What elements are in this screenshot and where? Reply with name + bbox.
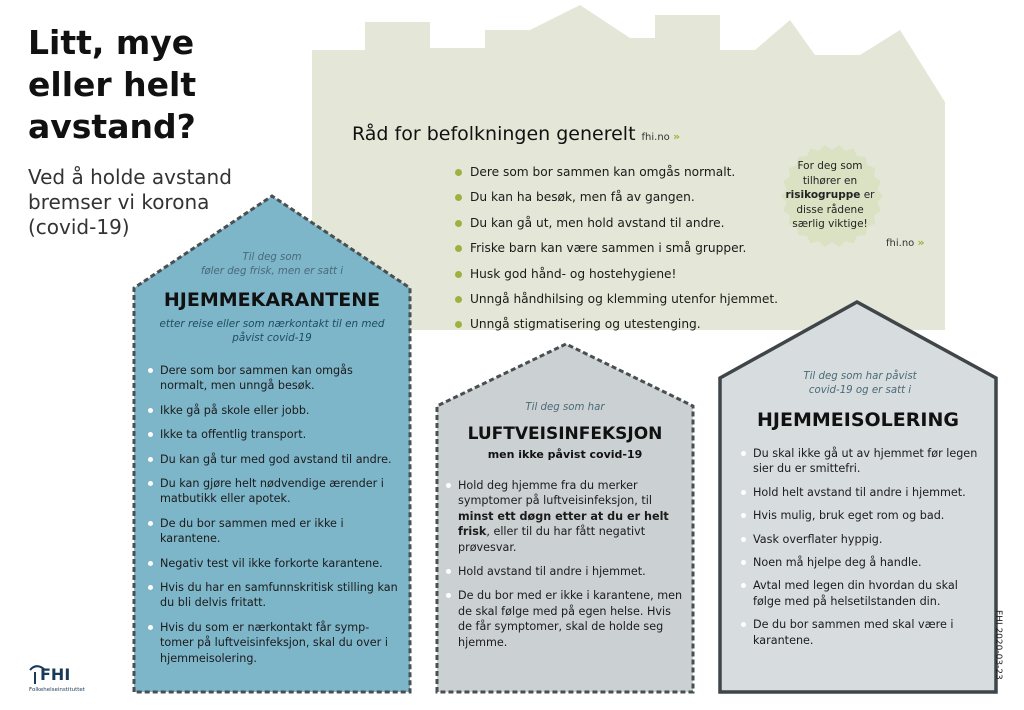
list-item: Hvis du som er nærkontakt får symp- tomer på luftveisinfeksjon, skal du over i hjemmeisolering.: [147, 620, 399, 666]
list-item: Du kan ha besøk, men få av gangen.: [455, 185, 785, 210]
list-item: Hold avstand til andre i hjemmet.: [445, 564, 687, 579]
fhi-logo-text: FHI: [40, 665, 71, 684]
list-item: Hvis du har en samfunnskritisk stilling kan du bli delvis fritatt.: [147, 580, 399, 611]
respiratory-list: [445, 478, 687, 650]
list-item: Avtal med legen din hvordan du skal følge med på helsetilstanden din.: [740, 578, 980, 609]
list-item: De du bor sammen med er ikke i karantene.: [147, 516, 399, 547]
risk-group-note: [780, 159, 880, 232]
general-advice-heading: [352, 123, 680, 145]
list-item: De du bor sammen med skal være i karantene.: [740, 617, 980, 648]
list-item: Negativ test vil ikke forkorte karantene.: [147, 556, 399, 571]
list-item: De du bor med er ikke i karantene, men de skal følge med på egen helse. Hvis de får symptomer, skal de holde seg hjemme.: [445, 588, 687, 650]
general-heading-text: Råd for befolkningen generelt: [352, 123, 636, 145]
list-item: Friske barn kan være sammen i små grupper.: [455, 236, 785, 261]
list-item: Dere som bor sammen kan omgås normalt.: [455, 160, 785, 185]
double-chevron-icon: »: [673, 130, 681, 143]
list-item: Dere som bor sammen kan omgås normalt, men unngå besøk.: [147, 363, 399, 394]
list-item: Hvis mulig, bruk eget rom og bad.: [740, 508, 980, 523]
page-subtitle: Ved å holde avstand bremser vi korona (covid-19): [28, 165, 232, 239]
list-item: Ikke ta offentlig transport.: [147, 427, 399, 442]
isolation-intro: [760, 370, 960, 398]
quarantine-intro-line2: føler deg frisk, men er satt i: [200, 266, 344, 277]
isolation-list: [740, 446, 980, 648]
risk-link-text: fhi.no: [886, 238, 915, 249]
list-item: Noen må hjelpe deg å handle.: [740, 555, 980, 570]
item-text: , eller til du har fått negativt prøvesvar.: [458, 525, 646, 554]
quarantine-subtitle: etter reise eller som nærkontakt til en med påvist covid-19: [159, 318, 385, 344]
respiratory-title: LUFTVEISINFEKSJON: [467, 424, 663, 444]
list-item: Hold helt avstand til andre i hjemmet.: [740, 485, 980, 500]
list-item: Ikke gå på skole eller jobb.: [147, 403, 399, 418]
list-item: Du kan gjøre helt nødvendige ærender i matbutikk eller apotek.: [147, 476, 399, 507]
isolation-intro-line1: Til deg som har påvist: [803, 371, 917, 382]
quarantine-title: HJEMMEKARANTENE: [163, 289, 381, 311]
list-item: [445, 478, 687, 555]
quarantine-intro: [180, 251, 364, 279]
risk-fhi-link[interactable]: [886, 236, 925, 249]
risk-note-pre: For deg som tilhører en: [797, 160, 863, 187]
respiratory-intro: Til deg som har: [525, 402, 605, 413]
list-item: Du kan gå tur med god avstand til andre.: [147, 452, 399, 467]
fhi-link-text: fhi.no: [641, 132, 670, 143]
quarantine-list: [147, 363, 399, 666]
item-text: Hold deg hjemme fra du merker symptomer på luftveisinfeksjon, til: [458, 479, 652, 508]
item-bold-text: minst ett døgn etter at du er helt frisk: [458, 509, 669, 539]
fhi-logo-subtext: Folkehelseinstituttet: [29, 687, 85, 693]
respiratory-subtitle: men ikke påvist covid-19: [487, 448, 643, 461]
risk-note-strong: risikogruppe: [785, 189, 861, 201]
fhi-link[interactable]: [642, 132, 681, 143]
isolation-intro-line2: covid-19 og er satt i: [808, 385, 912, 396]
list-item: Unngå håndhilsing og klemming utenfor hjemmet.: [455, 287, 785, 312]
list-item: Husk god hånd- og hostehygiene!: [455, 262, 785, 287]
quarantine-intro-line1: Til deg som: [242, 252, 302, 263]
isolation-title: HJEMMEISOLERING: [757, 409, 959, 431]
page-title: Litt, mye eller helt avstand?: [28, 23, 197, 146]
double-chevron-icon: »: [917, 236, 925, 249]
list-item: Vask overflater hyppig.: [740, 532, 980, 547]
list-item: Du skal ikke gå ut av hjemmet før legen sier du er smittefri.: [740, 446, 980, 477]
general-advice-list: [455, 160, 785, 338]
list-item: Unngå stigmatisering og utestenging.: [455, 312, 785, 337]
risk-note-post: er disse rådene særlig viktige!: [792, 189, 875, 230]
publication-code: FHI 2020-03-23: [993, 610, 1003, 680]
list-item: Du kan gå ut, men hold avstand til andre.: [455, 211, 785, 236]
